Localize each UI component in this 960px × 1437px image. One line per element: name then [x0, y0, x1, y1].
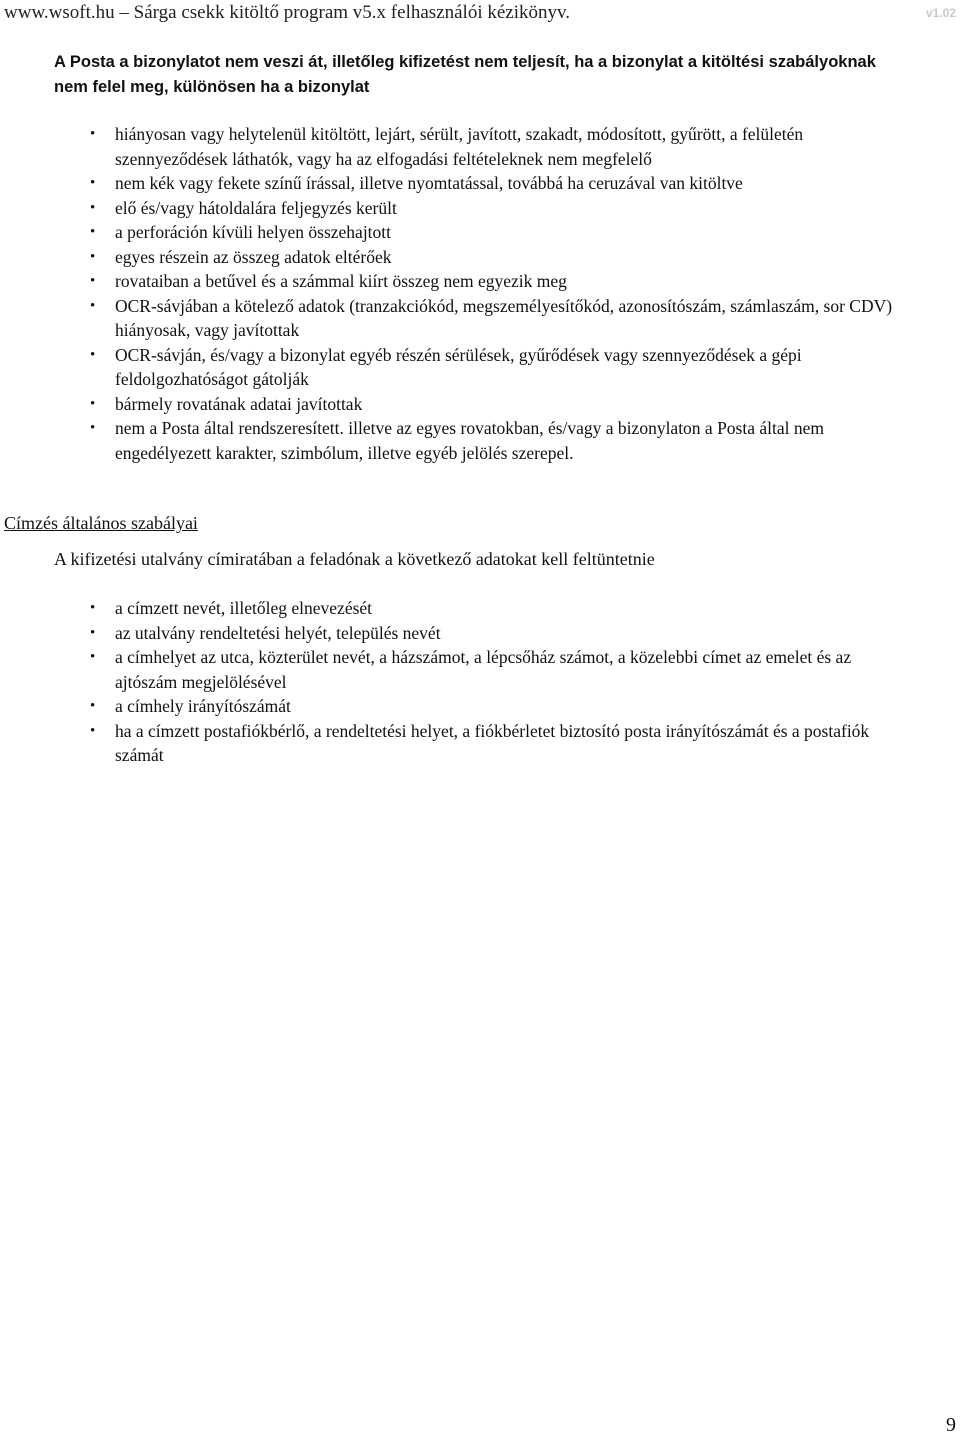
list-item-text: rovataiban a betűvel és a számmal kiírt összeg nem egyezik meg — [115, 271, 567, 291]
list-item-text: nem a Posta által rendszeresített. illetve az egyes rovatokban, és/vagy a bizonylaton a Posta által nem engedélyezett karakter, szimbólum, illetve egyéb jelölés szerepel. — [115, 418, 824, 463]
address-requirements-list — [90, 596, 915, 768]
list-item — [90, 171, 915, 196]
list-item-text: a címhely irányítószámát — [115, 696, 291, 716]
bullet-icon: • — [90, 722, 96, 739]
list-item-text: hiányosan vagy helytelenül kitöltött, lejárt, sérült, javított, szakadt, módosított, gyűrött, a felületén szennyeződések láthatók, vagy ha az elfogadási feltételeknek nem megfelelő — [115, 124, 804, 169]
bullet-icon: • — [90, 600, 96, 616]
bullet-icon: • — [90, 624, 96, 641]
list-item — [90, 694, 915, 719]
list-item — [90, 196, 915, 221]
list-item — [90, 719, 915, 768]
bullet-icon: • — [90, 175, 96, 191]
list-item-text: OCR-sávján, és/vagy a bizonylat egyéb részén sérülések, gyűrődések vagy szennyeződések a gépi feldolgozhatóságot gátolják — [115, 344, 802, 389]
list-item — [90, 392, 915, 417]
bullet-icon: • — [90, 420, 96, 436]
bullet-icon: • — [90, 698, 96, 714]
page-header — [4, 2, 956, 26]
list-item-text: egyes részein az összeg adatok eltérőek — [115, 246, 392, 267]
list-item — [90, 220, 915, 245]
list-item-text: nem kék vagy fekete színű írással, illetve nyomtatással, továbbá ha ceruzával van kitöltve — [115, 173, 743, 193]
list-item-text: a perforáción kívüli helyen összehajtott — [115, 222, 392, 242]
list-item-text: a címzett nevét, illetőleg elnevezését — [115, 598, 373, 618]
bullet-icon: • — [90, 346, 96, 363]
list-item-text: bármely rovatának adatai javítottak — [115, 393, 363, 414]
header-title: www.wsoft.hu – Sárga csekk kitöltő program v5.x felhasználói kézikönyv. — [4, 2, 571, 23]
list-item — [90, 245, 915, 270]
intro-paragraph: A Posta a bizonylatot nem veszi át, illetőleg kifizetést nem teljesít, ha a bizonylat a kitöltési szabályoknak nem felel meg, különösen ha a bizonylat — [54, 53, 876, 96]
bullet-icon: • — [90, 248, 96, 265]
list-item-text: ha a címzett postafiókbérlő, a rendeltetési helyet, a fiókbérletet biztosító posta irányítószámát és a postafiók számát — [115, 720, 870, 765]
list-item-text: elő és/vagy hátoldalára feljegyzés került — [115, 197, 397, 218]
list-item — [90, 122, 915, 171]
section-intro: A kifizetési utalvány címiratában a feladónak a következő adatokat kell feltüntetnie — [54, 549, 655, 569]
list-item-text: az utalvány rendeltetési helyét, település nevét — [115, 622, 441, 643]
list-item — [90, 645, 915, 694]
rejection-conditions-list — [90, 122, 915, 465]
page-number: 9 — [946, 1414, 956, 1436]
bullet-icon: • — [90, 224, 96, 240]
version-label: v1.02 — [925, 6, 956, 20]
list-item — [90, 294, 915, 343]
list-item — [90, 343, 915, 392]
section-heading-text: Címzés általános szabályai — [4, 513, 198, 533]
bullet-icon: • — [90, 395, 96, 412]
list-item-text: a címhelyet az utca, közterület nevét, a házszámot, a lépcsőház számot, a közelebbi címet az emelet és az ajtószám megjelölésével — [115, 647, 852, 692]
list-item — [90, 269, 915, 294]
bullet-icon: • — [90, 273, 96, 289]
bullet-icon: • — [90, 199, 96, 216]
section-heading — [4, 511, 198, 535]
bullet-icon: • — [90, 297, 96, 314]
bullet-icon: • — [90, 126, 96, 142]
list-item — [90, 621, 915, 646]
list-item — [90, 596, 915, 621]
bullet-icon: • — [90, 649, 96, 665]
list-item — [90, 416, 915, 465]
list-item-text: OCR-sávjában a kötelező adatok (tranzakciókód, megszemélyesítőkód, azonosítószám, számlaszám, sor CDV) hiányosak, vagy javítottak — [115, 295, 893, 340]
